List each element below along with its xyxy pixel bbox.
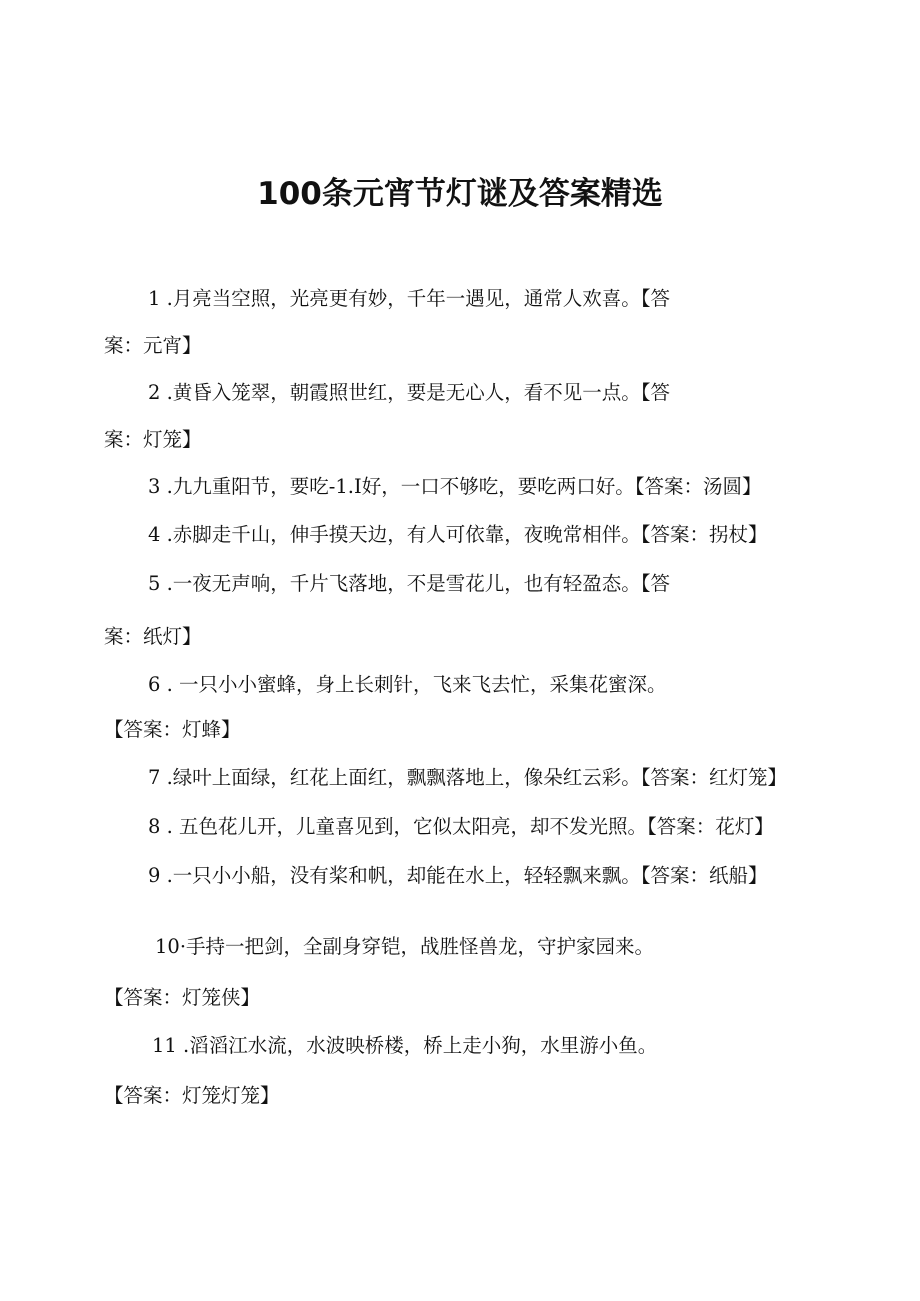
riddle-10-line-2: 【答案：灯笼侠】 bbox=[104, 986, 261, 1009]
riddle-5-line-1: 5 .一夜无声响，千片飞落地，不是雪花儿，也有轻盈态。【答 bbox=[148, 572, 671, 595]
riddle-11-line-2: 【答案：灯笼灯笼】 bbox=[104, 1084, 280, 1107]
riddle-2-line-1: 2 .黄昏入笼翠，朝霞照世红，要是无心人，看不见一点。【答 bbox=[148, 381, 671, 404]
riddle-10-line-1: 10·手持一把剑，全副身穿铠，战胜怪兽龙，守护家园来。 bbox=[155, 935, 655, 958]
riddle-9-line-1: 9 .一只小小船，没有桨和帆，却能在水上，轻轻飘来飘。【答案：纸船】 bbox=[148, 864, 768, 887]
riddle-11-line-1: 11 .滔滔江水流，水波映桥楼，桥上走小狗，水里游小鱼。 bbox=[152, 1034, 658, 1057]
riddle-6-line-1: 6 . 一只小小蜜蜂，身上长刺针，飞来飞去忙，采集花蜜深。 bbox=[148, 673, 667, 696]
riddle-7-line-1: 7 .绿叶上面绿，红花上面红，飘飘落地上，像朵红云彩。【答案：红灯笼】 bbox=[148, 766, 788, 789]
riddle-3-line-1: 3 .九九重阳节，要吃-1.I好，一口不够吃，要吃两口好。【答案：汤圆】 bbox=[148, 475, 762, 498]
riddle-8-line-1: 8 . 五色花儿开，儿童喜见到，它似太阳亮，却不发光照。【答案：花灯】 bbox=[148, 815, 774, 838]
riddle-1-line-2: 案：元宵】 bbox=[104, 334, 202, 357]
riddle-4-line-1: 4 .赤脚走千山，伸手摸天边，有人可依靠，夜晚常相伴。【答案：拐杖】 bbox=[148, 523, 768, 546]
riddle-6-line-2: 【答案：灯蜂】 bbox=[104, 718, 241, 741]
riddle-1-line-1: 1 .月亮当空照，光亮更有妙，千年一遇见，通常人欢喜。【答 bbox=[148, 287, 671, 310]
riddle-5-line-2: 案：纸灯】 bbox=[104, 625, 202, 648]
riddle-2-line-2: 案：灯笼】 bbox=[104, 428, 202, 451]
page-title: 100条元宵节灯谜及答案精选 bbox=[257, 176, 663, 212]
